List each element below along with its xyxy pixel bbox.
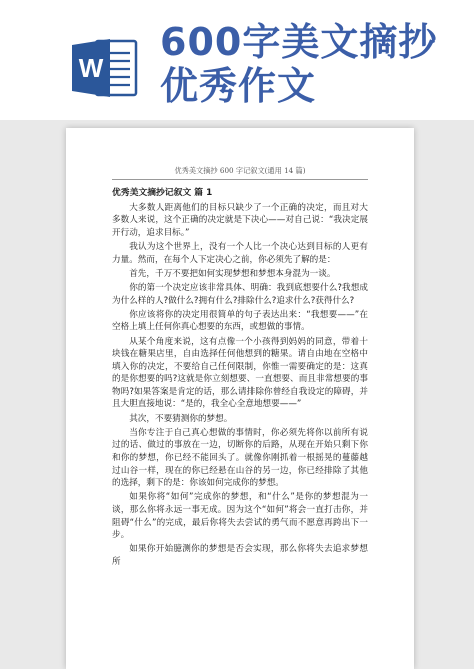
paragraph-2: 我认为这个世界上，没有一个人比一个决心达到目标的人更有力量。然而，在每个人下定决心之前，你必须先了解的是：	[112, 241, 368, 265]
document-running-header: 优秀美文摘抄 600 字记叙文(通用 14 篇)	[112, 166, 368, 180]
paragraph-9: 如果你将“如何”完成你的梦想，和“什么”是你的梦想混为一谈，那么你将永远一事无成。因为这个“如何”将会一直打击你，并阻碍“什么”的完成，最后你将失去尝试的勇气而不愿意再跨出下一步。	[112, 492, 368, 541]
banner-title-line2: 优秀作文	[160, 64, 317, 108]
banner-title-line1: 600字美文摘抄	[160, 20, 438, 64]
paragraph-6: 从某个角度来说，这有点像一个小孩得到妈妈的同意，带着十块钱在糖果店里，自由选择任何他想到的糖果。请自由地在空格中填入你的决定，不要给自己任何限制，你惟一需要确定的是：这真的是你想要的吗?这就是你立刻想要、一直想要、而且非常想要的事物吗?如果答案是肯定的话，那么请排除你曾经自我设定的障碍，并且大胆直接地说：“是的，我全心全意地想要——”	[112, 336, 368, 410]
word-icon-letter: W	[78, 53, 104, 83]
paragraph-4: 你的第一个决定应该非常具体、明确：我到底想要什么?我想成为什么样的人?做什么?拥有什么?排除什么?追求什么?获得什么?	[112, 282, 368, 306]
paragraph-7: 其次，不要猜测你的梦想。	[129, 413, 233, 424]
paragraph-10: 如果你开始臆测你的梦想是否会实现，那么你将失去追求梦想所	[112, 544, 368, 567]
word-document-icon	[70, 33, 140, 103]
title-banner	[0, 0, 474, 120]
paragraph-1: 大多数人距离他们的目标只缺少了一个正确的决定，而且对大多数人来说，这个正确的决定就是下决心——对自己说：“我决定展开行动，追求目标。”	[112, 202, 368, 238]
document-page	[66, 128, 414, 669]
paragraph-8: 当你专注于自己真心想做的事情时，你必须先将你以前所有说过的话、做过的事放在一边，切断你的后路，从现在开始只剩下你和你的梦想，你已经不能回头了。就像你刚抓着一根摇晃的蔓藤越过山谷一样，现在的你已经悬在山谷的另一边，你已经排除了其他的选择，剩下的是：你该如何完成你的梦想。	[112, 427, 368, 489]
paragraph-5: 你应该将你的决定用很简单的句子表达出来：“我想要——”在空格上填上任何你真心想要的东西，或想做的事情。	[112, 309, 368, 333]
paragraph-3: 首先，千万不要把如何实现梦想和梦想本身混为一谈。	[129, 268, 336, 279]
banner-title	[160, 20, 437, 108]
document-heading: 优秀美文摘抄记叙文 篇 1	[112, 188, 213, 198]
